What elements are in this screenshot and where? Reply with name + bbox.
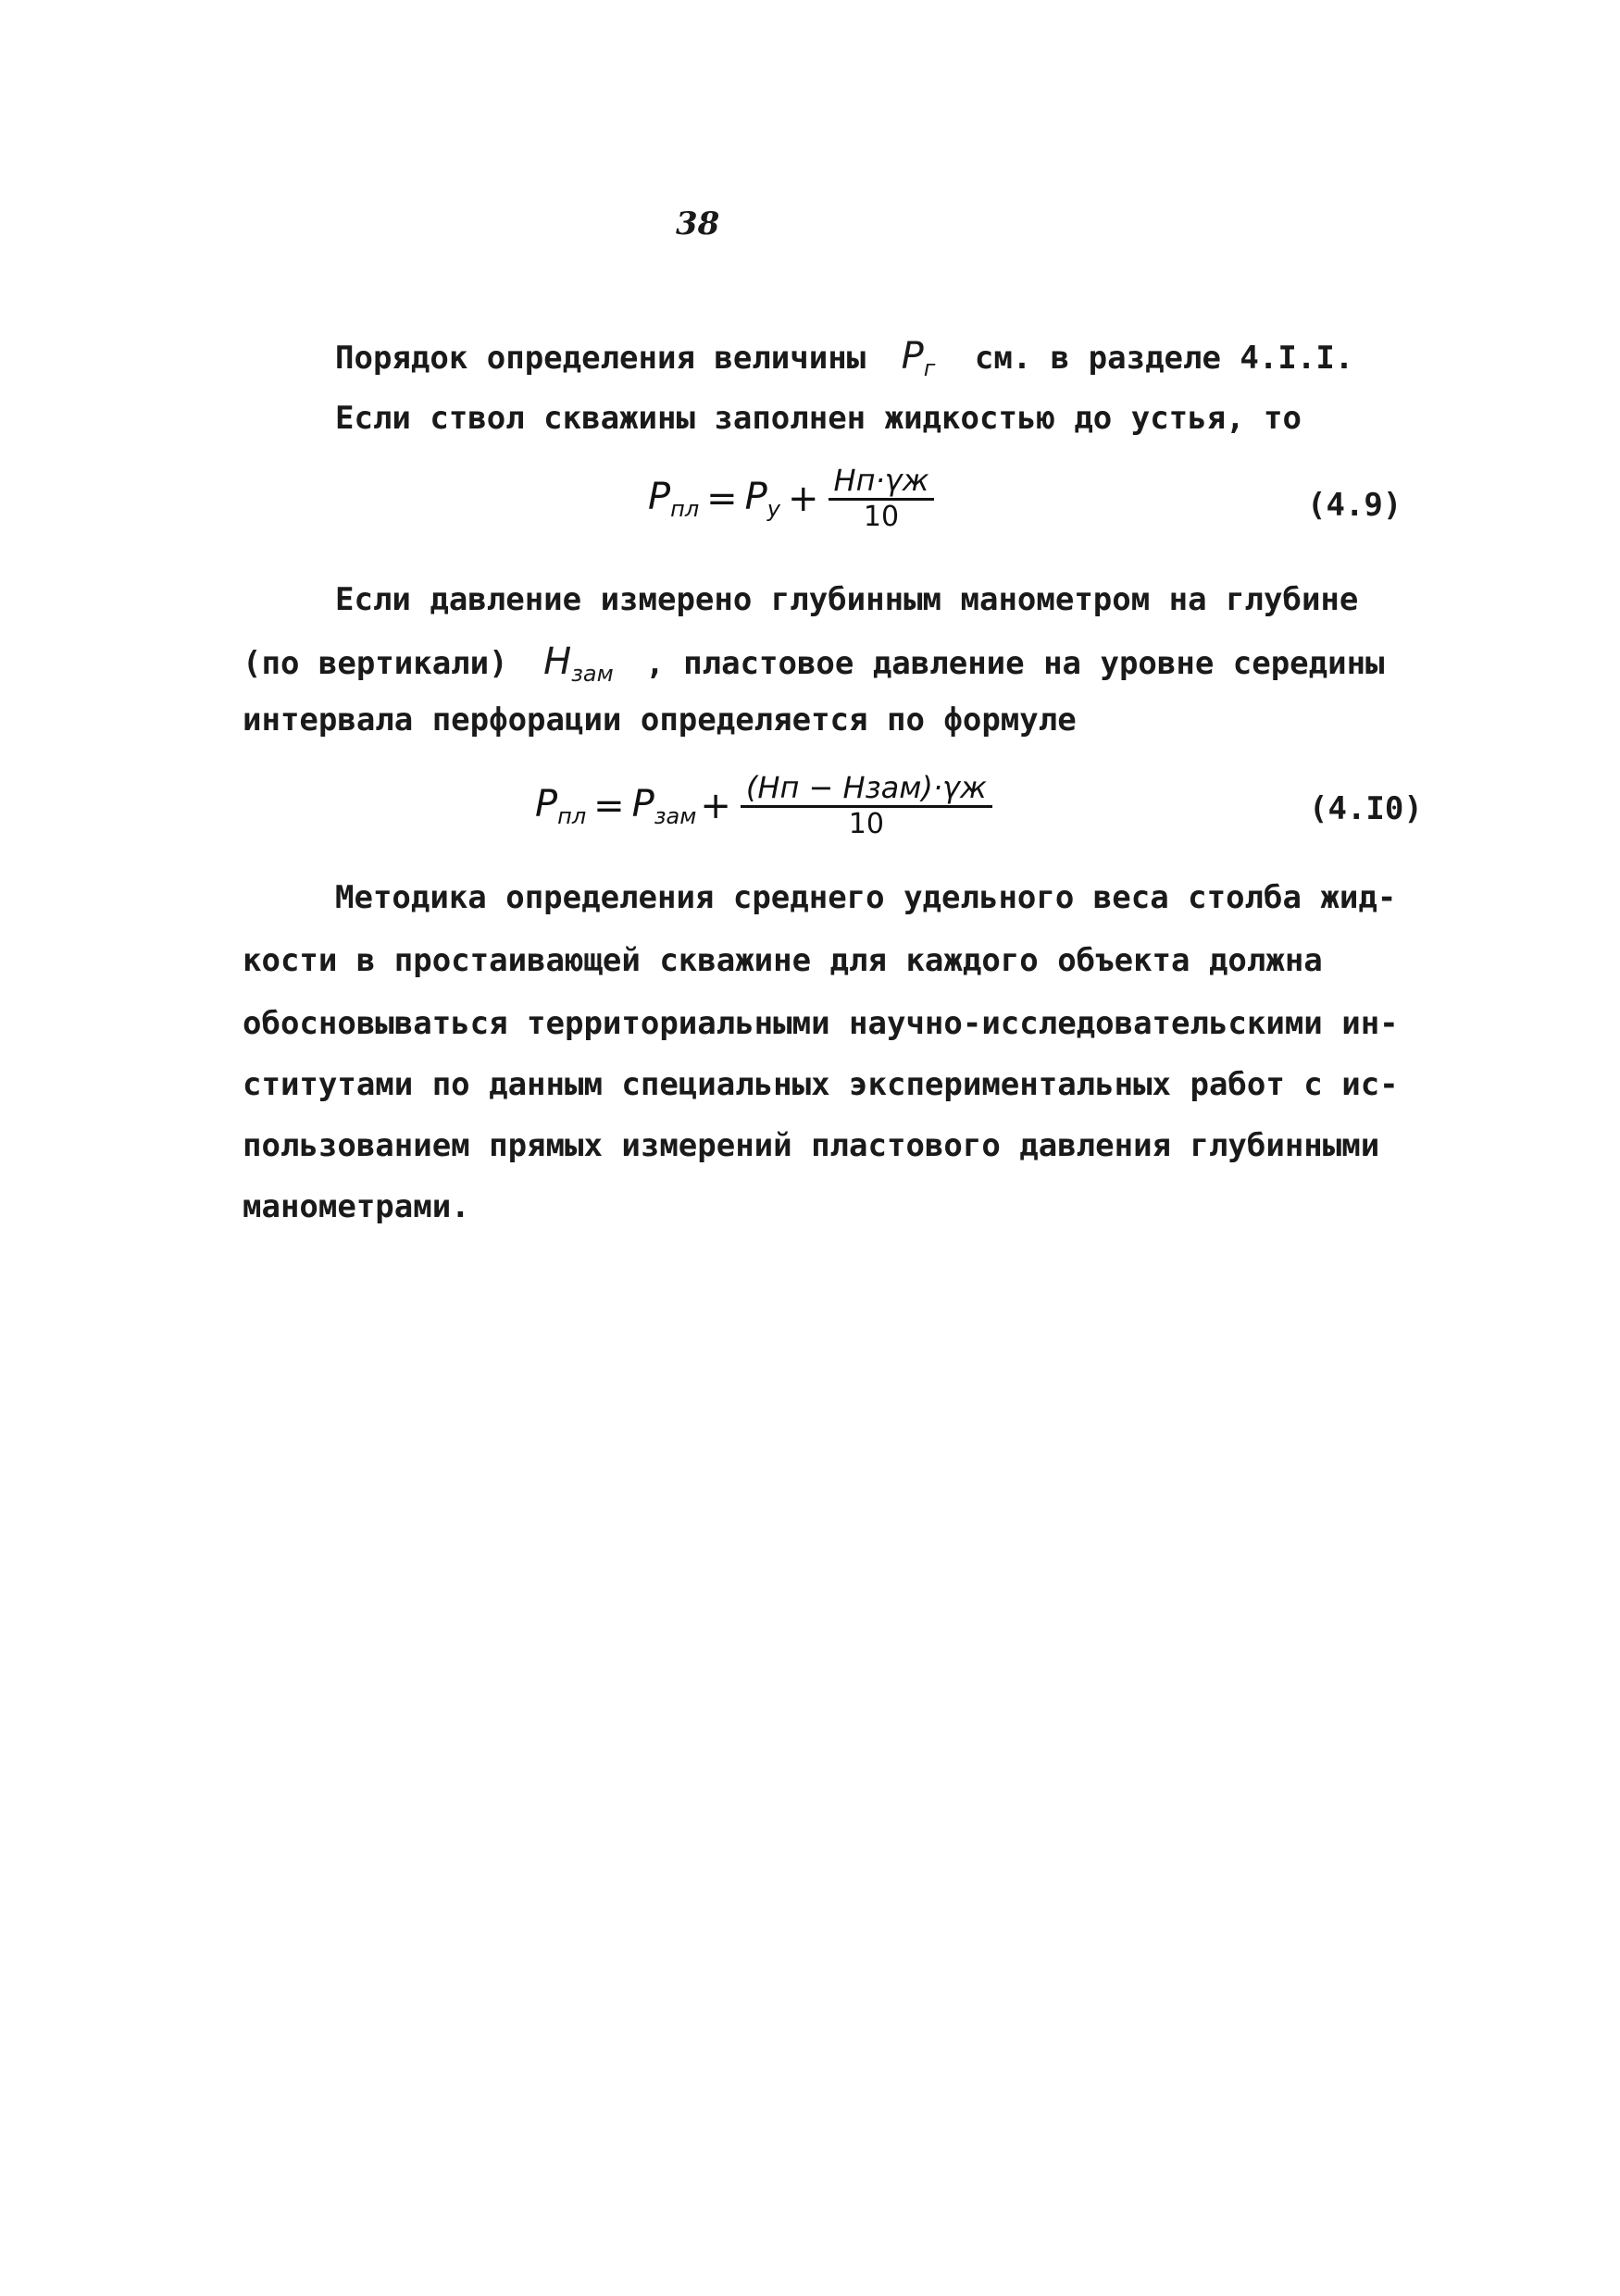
equation-number-4-9: (4.9) — [1307, 487, 1402, 524]
para1-text-a: Порядок определения величины — [335, 340, 866, 377]
formula2-lhs: $P_{пл}$ — [535, 782, 587, 829]
formula1-denominator: 10 — [863, 501, 900, 533]
formula2-term: $P_{зам}$ — [631, 782, 697, 829]
para1-line1 — [335, 335, 1353, 381]
para3-line: манометрами. — [243, 1188, 470, 1225]
para1-line2: Если ствол скважины заполнен жидкостью до устья, то — [335, 400, 1302, 437]
para3-line: обосновываться территориальными научно-исследовательскими ин- — [243, 1005, 1399, 1042]
para3-line: пользованием прямых измерений пластового давления глубинными — [243, 1127, 1380, 1164]
formula-4-10 — [535, 770, 992, 841]
page-number: 38 — [676, 205, 720, 242]
formula1-eq: = — [706, 477, 738, 520]
para1-text-b: см. в разделе 4.I.I. — [974, 340, 1354, 377]
formula2-eq: = — [593, 784, 625, 827]
formula2-plus: + — [700, 784, 731, 827]
equation-number-4-10: (4.I0) — [1309, 790, 1423, 827]
formula1-fraction — [829, 463, 935, 534]
para2-text-b: , пластовое давление на уровне середины — [645, 645, 1385, 682]
formula1-numerator: Hп·γж — [829, 463, 935, 501]
para2-line2 — [243, 640, 1385, 687]
formula1-plus: + — [788, 477, 819, 520]
para2-text-a: (по вертикали) — [243, 645, 508, 682]
formula-4-9 — [648, 463, 934, 534]
symbol-p-g: $P_г$ — [901, 335, 936, 381]
formula1-lhs: $P_{пл}$ — [648, 475, 700, 522]
para3-line: Методика определения среднего удельного веса столба жид- — [335, 879, 1397, 916]
para3-line: ститутами по данным специальных экспериментальных работ с ис- — [243, 1066, 1399, 1103]
formula2-fraction — [741, 770, 992, 841]
formula1-term: $P_у$ — [744, 475, 780, 522]
formula2-denominator: 10 — [848, 808, 884, 840]
para2-line1: Если давление измерено глубинным манометром на глубине — [335, 581, 1359, 618]
formula2-numerator: (Hп − Hзам)·γж — [741, 770, 992, 808]
para3-line: кости в простаивающей скважине для каждого объекта должна — [243, 942, 1323, 979]
para2-line3: интервала перфорации определяется по формуле — [243, 701, 1077, 738]
symbol-h-zam: $H_{зам}$ — [543, 640, 614, 687]
